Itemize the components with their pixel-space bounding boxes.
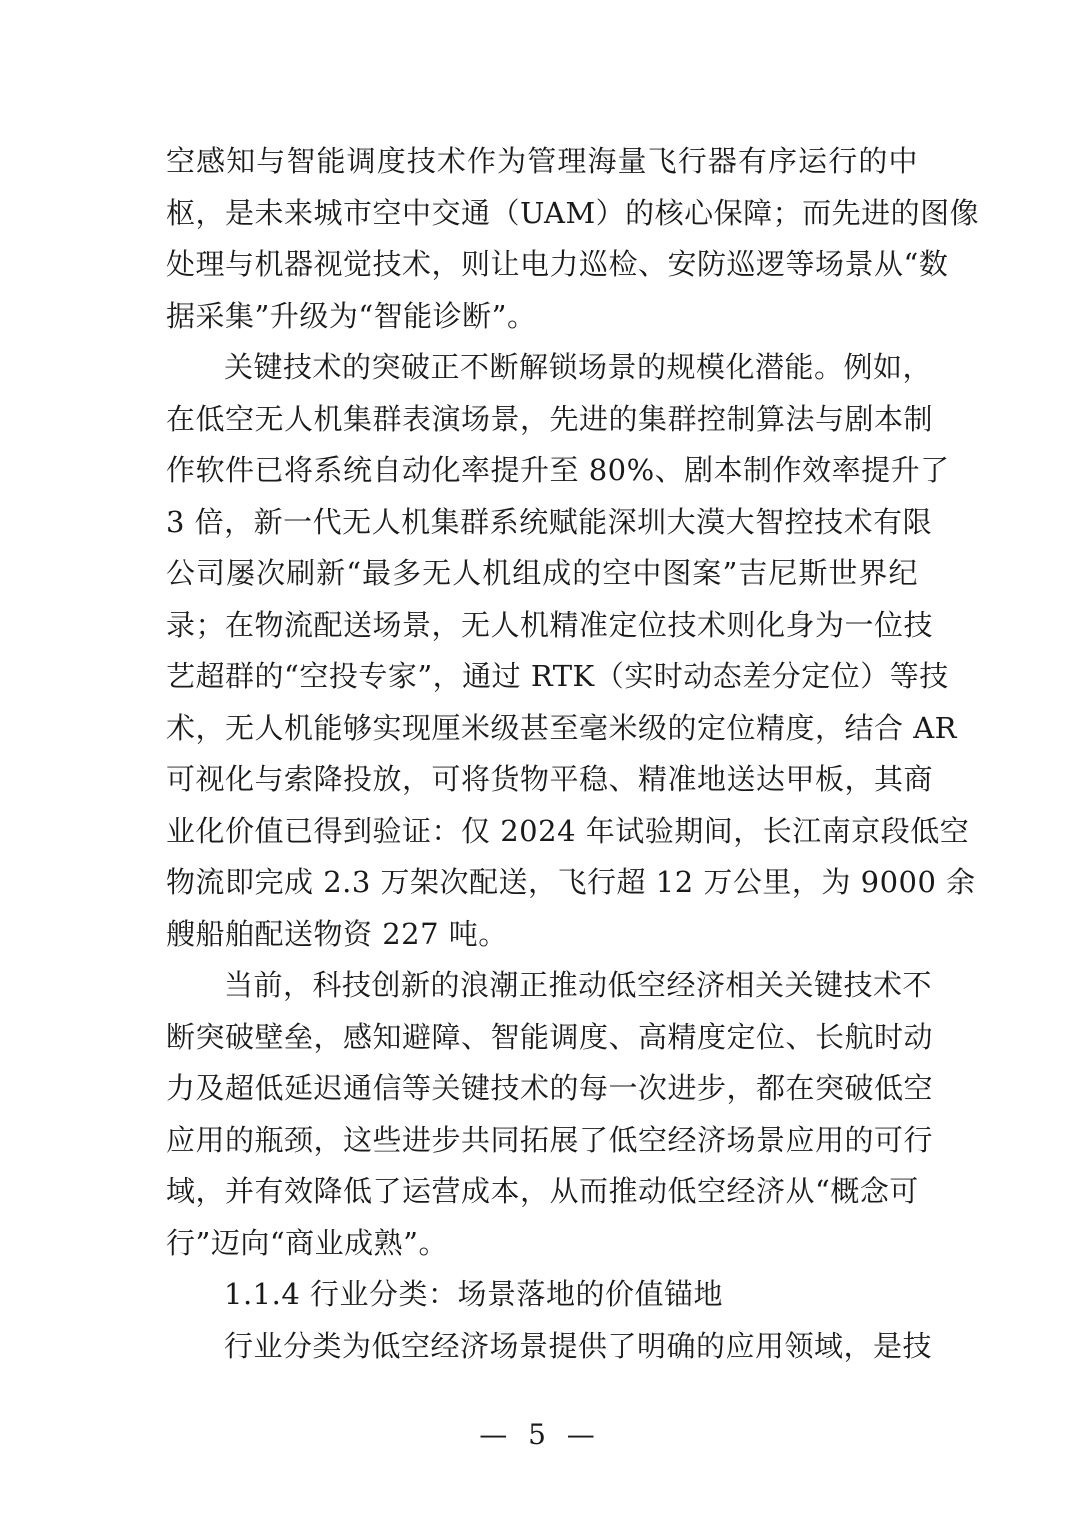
text-line: 当前，科技创新的浪潮正推动低空经济相关关键技术不 <box>224 968 933 1002</box>
text-line: 公司屡次刷新“最多无人机组成的空中图案”吉尼斯世界纪 <box>166 556 918 590</box>
text-line: 处理与机器视觉技术，则让电力巡检、安防巡逻等场景从“数 <box>166 247 949 281</box>
paragraph <box>166 342 976 960</box>
section-heading: 1.1.4 行业分类：场景落地的价值锚地 <box>224 1277 724 1311</box>
text-line: 可视化与索降投放，可将货物平稳、精准地送达甲板，其商 <box>166 762 934 796</box>
text-line: 行业分类为低空经济场景提供了明确的应用领域，是技 <box>224 1328 933 1363</box>
paragraph <box>166 960 934 1269</box>
text-line: 空感知与智能调度技术作为管理海量飞行器有序运行的中 <box>166 144 918 178</box>
text-line: 3 倍，新一代无人机集群系统赋能深圳大漠大智控技术有限 <box>166 504 933 539</box>
text-line: 据采集”升级为“智能诊断”。 <box>166 298 537 333</box>
text-line: 断突破壁垒，感知避障、智能调度、高精度定位、长航时动 <box>166 1019 934 1054</box>
text-line: 作软件已将系统自动化率提升至 80%、剧本制作效率提升了 <box>166 453 950 487</box>
document-body <box>166 136 980 1372</box>
text-line: 艘船舶配送物资 227 吨。 <box>166 916 508 951</box>
text-line: 行”迈向“商业成熟”。 <box>166 1225 448 1260</box>
text-line: 术，无人机能够实现厘米级甚至毫米级的定位精度，结合 AR <box>166 710 957 745</box>
text-line: 关键技术的突破正不断解锁场景的规模化潜能。例如， <box>224 350 933 384</box>
paragraph <box>166 1321 933 1373</box>
page-number: — 5 — <box>479 1418 601 1451</box>
text-line: 艺超群的“空投专家”，通过 RTK（实时动态差分定位）等技 <box>166 659 949 693</box>
text-line: 录；在物流配送场景，无人机精准定位技术则化身为一位技 <box>166 607 934 642</box>
text-line: 枢，是未来城市空中交通（UAM）的核心保障；而先进的图像 <box>166 195 980 230</box>
text-line: 业化价值已得到验证：仅 2024 年试验期间，长江南京段低空 <box>166 813 970 848</box>
text-line: 力及超低延迟通信等关键技术的每一次进步，都在突破低空 <box>166 1071 934 1105</box>
text-line: 物流即完成 2.3 万架次配送，飞行超 12 万公里，为 9000 余 <box>166 865 976 899</box>
text-line: 在低空无人机集群表演场景，先进的集群控制算法与剧本制 <box>166 401 934 436</box>
text-line: 应用的瓶颈，这些进步共同拓展了低空经济场景应用的可行 <box>166 1122 934 1157</box>
text-line: 域，并有效降低了运营成本，从而推动低空经济从“概念可 <box>166 1174 919 1208</box>
paragraph <box>166 136 980 342</box>
